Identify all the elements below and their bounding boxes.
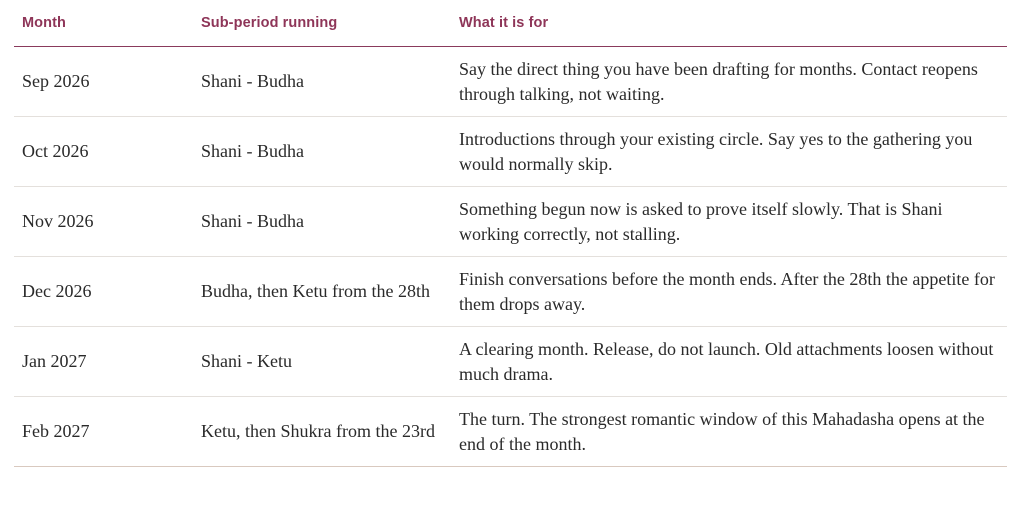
- cell-month: Feb 2027: [22, 421, 90, 441]
- cell-month: Sep 2026: [22, 71, 90, 91]
- cell-purpose: Introductions through your existing circle. Say yes to the gathering you would normally skip.: [459, 128, 973, 174]
- table-row: [14, 257, 1007, 327]
- transit-table: [14, 0, 1007, 467]
- table-header-row: [14, 0, 1007, 47]
- table-row: [14, 397, 1007, 467]
- cell-purpose: Finish conversations before the month ends. After the 28th the appetite for them drops away.: [459, 268, 995, 314]
- cell-subperiod: Shani - Budha: [201, 71, 304, 91]
- cell-month: Oct 2026: [22, 141, 89, 161]
- cell-subperiod: Budha, then Ketu from the 28th: [201, 281, 430, 301]
- table-row: [14, 47, 1007, 117]
- header-month: Month: [22, 15, 66, 31]
- cell-purpose: A clearing month. Release, do not launch. Old attachments loosen without much drama.: [459, 338, 994, 384]
- cell-purpose: Something begun now is asked to prove itself slowly. That is Shani working correctly, not stalling.: [459, 198, 943, 244]
- header-purpose: What it is for: [459, 15, 549, 31]
- cell-subperiod: Shani - Budha: [201, 141, 304, 161]
- cell-subperiod: Ketu, then Shukra from the 23rd: [201, 421, 435, 441]
- cell-subperiod: Shani - Ketu: [201, 351, 292, 371]
- table-row: [14, 327, 1007, 397]
- table-row: [14, 187, 1007, 257]
- cell-month: Jan 2027: [22, 351, 87, 371]
- cell-purpose: Say the direct thing you have been drafting for months. Contact reopens through talking, not waiting.: [459, 58, 978, 104]
- cell-subperiod: Shani - Budha: [201, 211, 304, 231]
- header-subperiod: Sub-period running: [201, 15, 338, 31]
- cell-month: Dec 2026: [22, 281, 92, 301]
- cell-purpose: The turn. The strongest romantic window of this Mahadasha opens at the end of the month.: [459, 408, 985, 454]
- table-row: [14, 117, 1007, 187]
- cell-month: Nov 2026: [22, 211, 94, 231]
